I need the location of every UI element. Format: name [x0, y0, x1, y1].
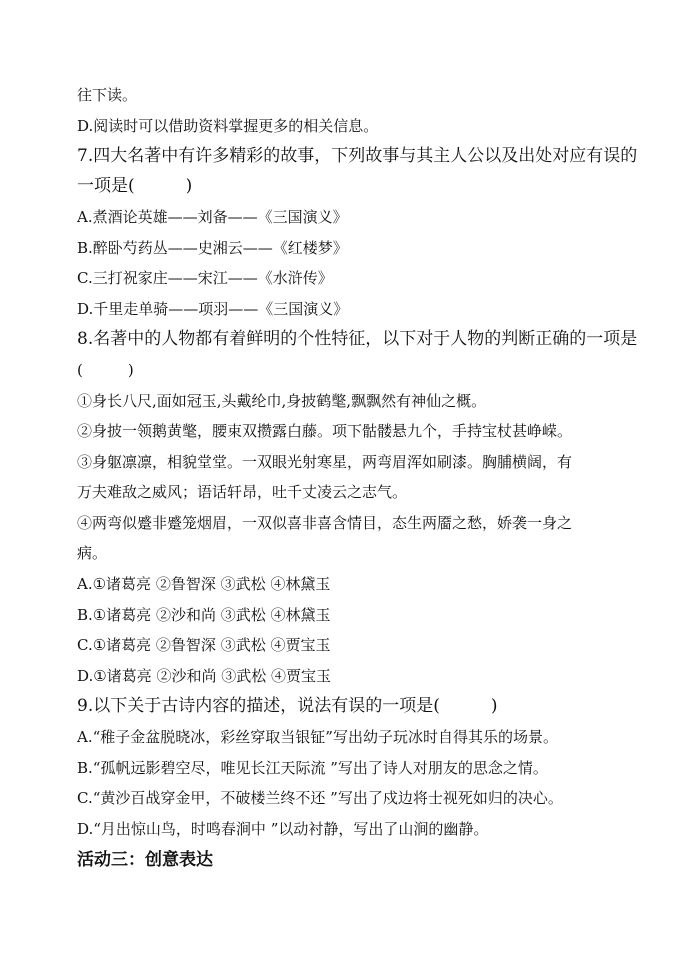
question-7-option-d: D.千里走单骑——项羽——《三国演义》 [77, 300, 349, 318]
passage-2: ②身披一领鹅黄氅，腰束双攒露白藤。项下骷髅悬九个，手持宝杖甚峥嵘。 [77, 422, 573, 440]
passage-1: ①身长八尺,面如冠玉,头戴纶巾,身披鹤氅,飘飘然有神仙之概。 [77, 392, 487, 410]
question-9-option-d: D.“月出惊山鸟，时鸣春涧中 ”以动衬静，写出了山涧的幽静。 [77, 820, 489, 838]
option-d-line: D.阅读时可以借助资料掌握更多的相关信息。 [77, 117, 379, 135]
question-7-line-2: 一项是( ) [77, 176, 193, 196]
question-8-line-1: 8.名著中的人物都有着鲜明的个性特征，以下对于人物的判断正确的一项是 [77, 329, 638, 349]
passage-4-line-1: ④两弯似蹙非蹙笼烟眉，一双似喜非喜含情目，态生两靥之愁，娇袭一身之 [77, 514, 573, 532]
question-9-option-c: C.“黄沙百战穿金甲，不破楼兰终不还 ”写出了戍边将士视死如归的决心。 [77, 789, 563, 807]
question-8-option-a: A.①诸葛亮 ②鲁智深 ③武松 ④林黛玉 [77, 575, 331, 593]
question-9-option-b: B.“孤帆远影碧空尽，唯见长江天际流 ”写出了诗人对朋友的思念之情。 [77, 759, 548, 777]
question-8-option-c: C.①诸葛亮 ②鲁智深 ③武松 ④贾宝玉 [77, 636, 331, 654]
passage-4-line-2: 病。 [77, 544, 108, 562]
question-9-line: 9.以下关于古诗内容的描述，说法有误的一项是( ) [77, 696, 498, 716]
question-8-option-b: B.①诸葛亮 ②沙和尚 ③武松 ④林黛玉 [77, 606, 331, 624]
question-7-option-a: A.煮酒论英雄——刘备——《三国演义》 [77, 208, 348, 226]
question-7-line-1: 7.四大名著中有许多精彩的故事，下列故事与其主人公以及出处对应有误的 [77, 146, 638, 166]
section-heading: 活动三：创意表达 [77, 850, 213, 870]
question-7-option-c: C.三打祝家庄——宋江——《水浒传》 [77, 269, 333, 287]
text-line: 往下读。 [77, 86, 138, 104]
passage-3-line-1: ③身躯凛凛，相貌堂堂。一双眼光射寒星，两弯眉浑如刷漆。胸脯横阔，有 [77, 453, 573, 471]
passage-3-line-2: 万夫难敌之威风；语话轩昂，吐千丈凌云之志气。 [77, 483, 408, 501]
question-8-option-d: D.①诸葛亮 ②沙和尚 ③武松 ④贾宝玉 [77, 667, 332, 685]
question-8-line-2: ( ) [77, 361, 134, 379]
question-7-option-b: B.醉卧芍药丛——史湘云——《红楼梦》 [77, 239, 348, 257]
question-9-option-a: A.“稚子金盆脱晓冰，彩丝穿取当银钲”写出幼子玩冰时自得其乐的场景。 [77, 728, 558, 746]
